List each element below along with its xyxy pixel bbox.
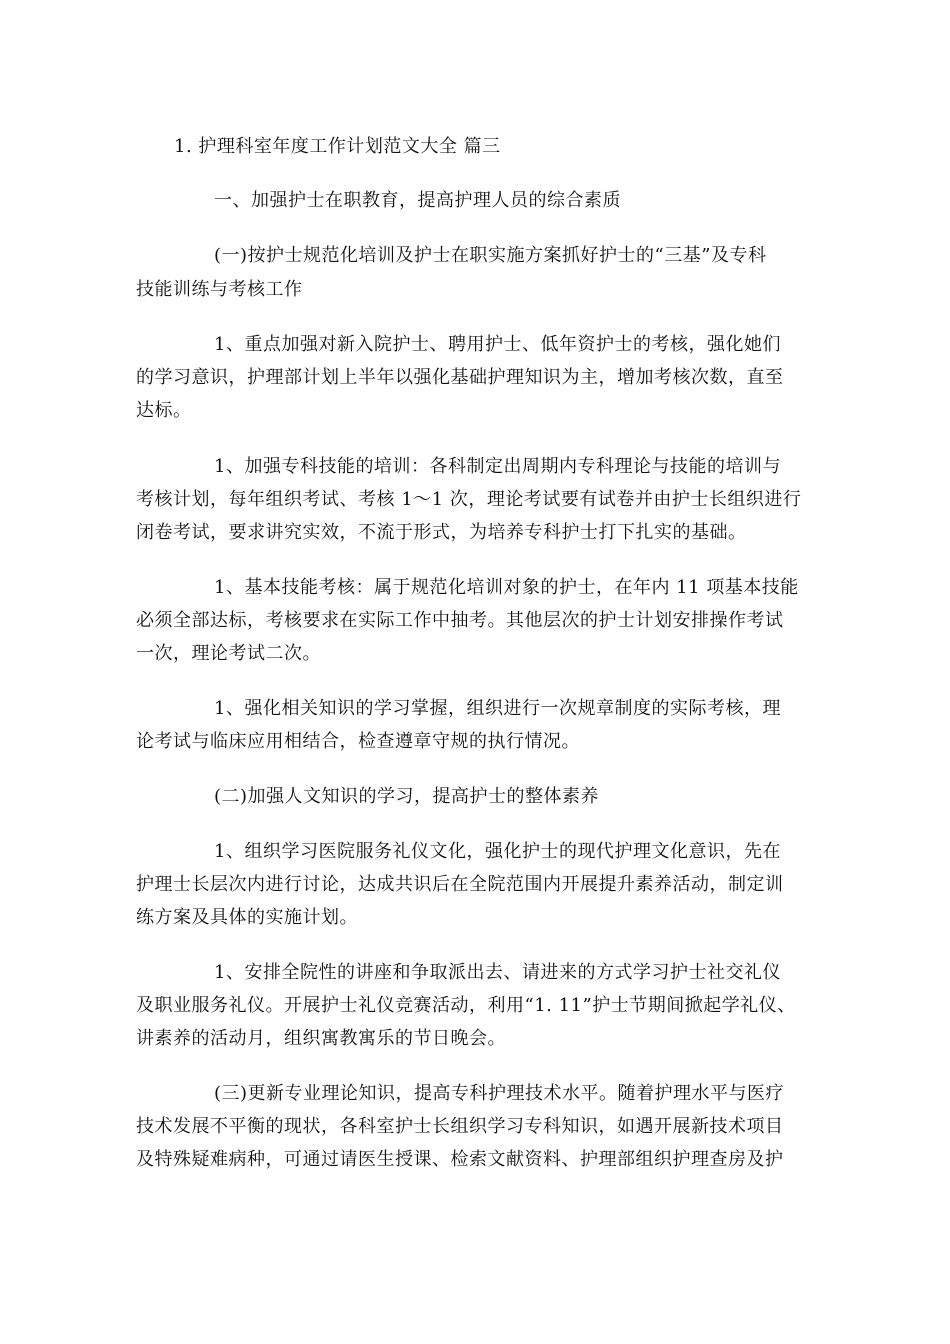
item-1-line-3: 达标。 xyxy=(136,400,192,421)
item-6-line-1: 1、安排全院性的讲座和争取派出去、请进来的方式学习护士社交礼仪 xyxy=(214,962,781,983)
item-5-line-3: 练方案及具体的实施计划。 xyxy=(136,907,358,928)
item-1-line-1: 1、重点加强对新入院护士、聘用护士、低年资护士的考核，强化她们 xyxy=(214,334,781,355)
item-2-line-1: 1、加强专科技能的培训：各科制定出周期内专科理论与技能的培训与 xyxy=(214,456,781,477)
item-6-line-3: 讲素养的活动月，组织寓教寓乐的节日晚会。 xyxy=(136,1028,506,1049)
item-3-line-1: 1、基本技能考核：属于规范化培训对象的护士，在年内 11 项基本技能 xyxy=(214,577,799,598)
item-5-line-2: 护理士长层次内进行讨论，达成共识后在全院范围内开展提升素养活动，制定训 xyxy=(136,874,784,895)
item-2-line-3: 闭卷考试，要求讲究实效，不流于形式，为培养专科护士打下扎实的基础。 xyxy=(136,522,747,543)
subsection-2-line-1: (二)加强人文知识的学习，提高护士的整体素养 xyxy=(214,786,600,807)
subsection-3-line-3: 及特殊疑难病种，可通过请医生授课、检索文献资料、护理部组织护理查房及护 xyxy=(136,1149,784,1170)
subsection-3-line-2: 技术发展不平衡的现状，各科室护士长组织学习专科知识，如遇开展新技术项目 xyxy=(136,1116,784,1137)
item-4-line-2: 论考试与临床应用相结合，检查遵章守规的执行情况。 xyxy=(136,731,580,752)
document-title: 1. 护理科室年度工作计划范文大全 篇三 xyxy=(174,136,501,157)
subsection-1-line-2: 技能训练与考核工作 xyxy=(136,279,303,300)
item-4-line-1: 1、强化相关知识的学习掌握，组织进行一次规章制度的实际考核，理 xyxy=(214,698,781,719)
item-5-line-1: 1、组织学习医院服务礼仪文化，强化护士的现代护理文化意识，先在 xyxy=(214,841,781,862)
subsection-1-line-1: (一)按护士规范化培训及护士在职实施方案抓好护士的“三基”及专科 xyxy=(214,245,767,266)
item-1-line-2: 的学习意识，护理部计划上半年以强化基础护理知识为主，增加考核次数，直至 xyxy=(136,367,784,388)
item-2-line-2: 考核计划，每年组织考试、考核 1～1 次，理论考试要有试卷并由护士长组织进行 xyxy=(136,489,802,510)
section-heading: 一、加强护士在职教育，提高护理人员的综合素质 xyxy=(214,190,621,211)
item-3-line-2: 必须全部达标，考核要求在实际工作中抽考。其他层次的护士计划安排操作考试 xyxy=(136,610,784,631)
item-6-line-2: 及职业服务礼仪。开展护士礼仪竞赛活动，利用“1. 11”护士节期间掀起学礼仪、 xyxy=(136,995,796,1016)
item-3-line-3: 一次，理论考试二次。 xyxy=(136,643,321,664)
subsection-3-line-1: (三)更新专业理论知识，提高专科护理技术水平。随着护理水平与医疗 xyxy=(214,1083,785,1104)
